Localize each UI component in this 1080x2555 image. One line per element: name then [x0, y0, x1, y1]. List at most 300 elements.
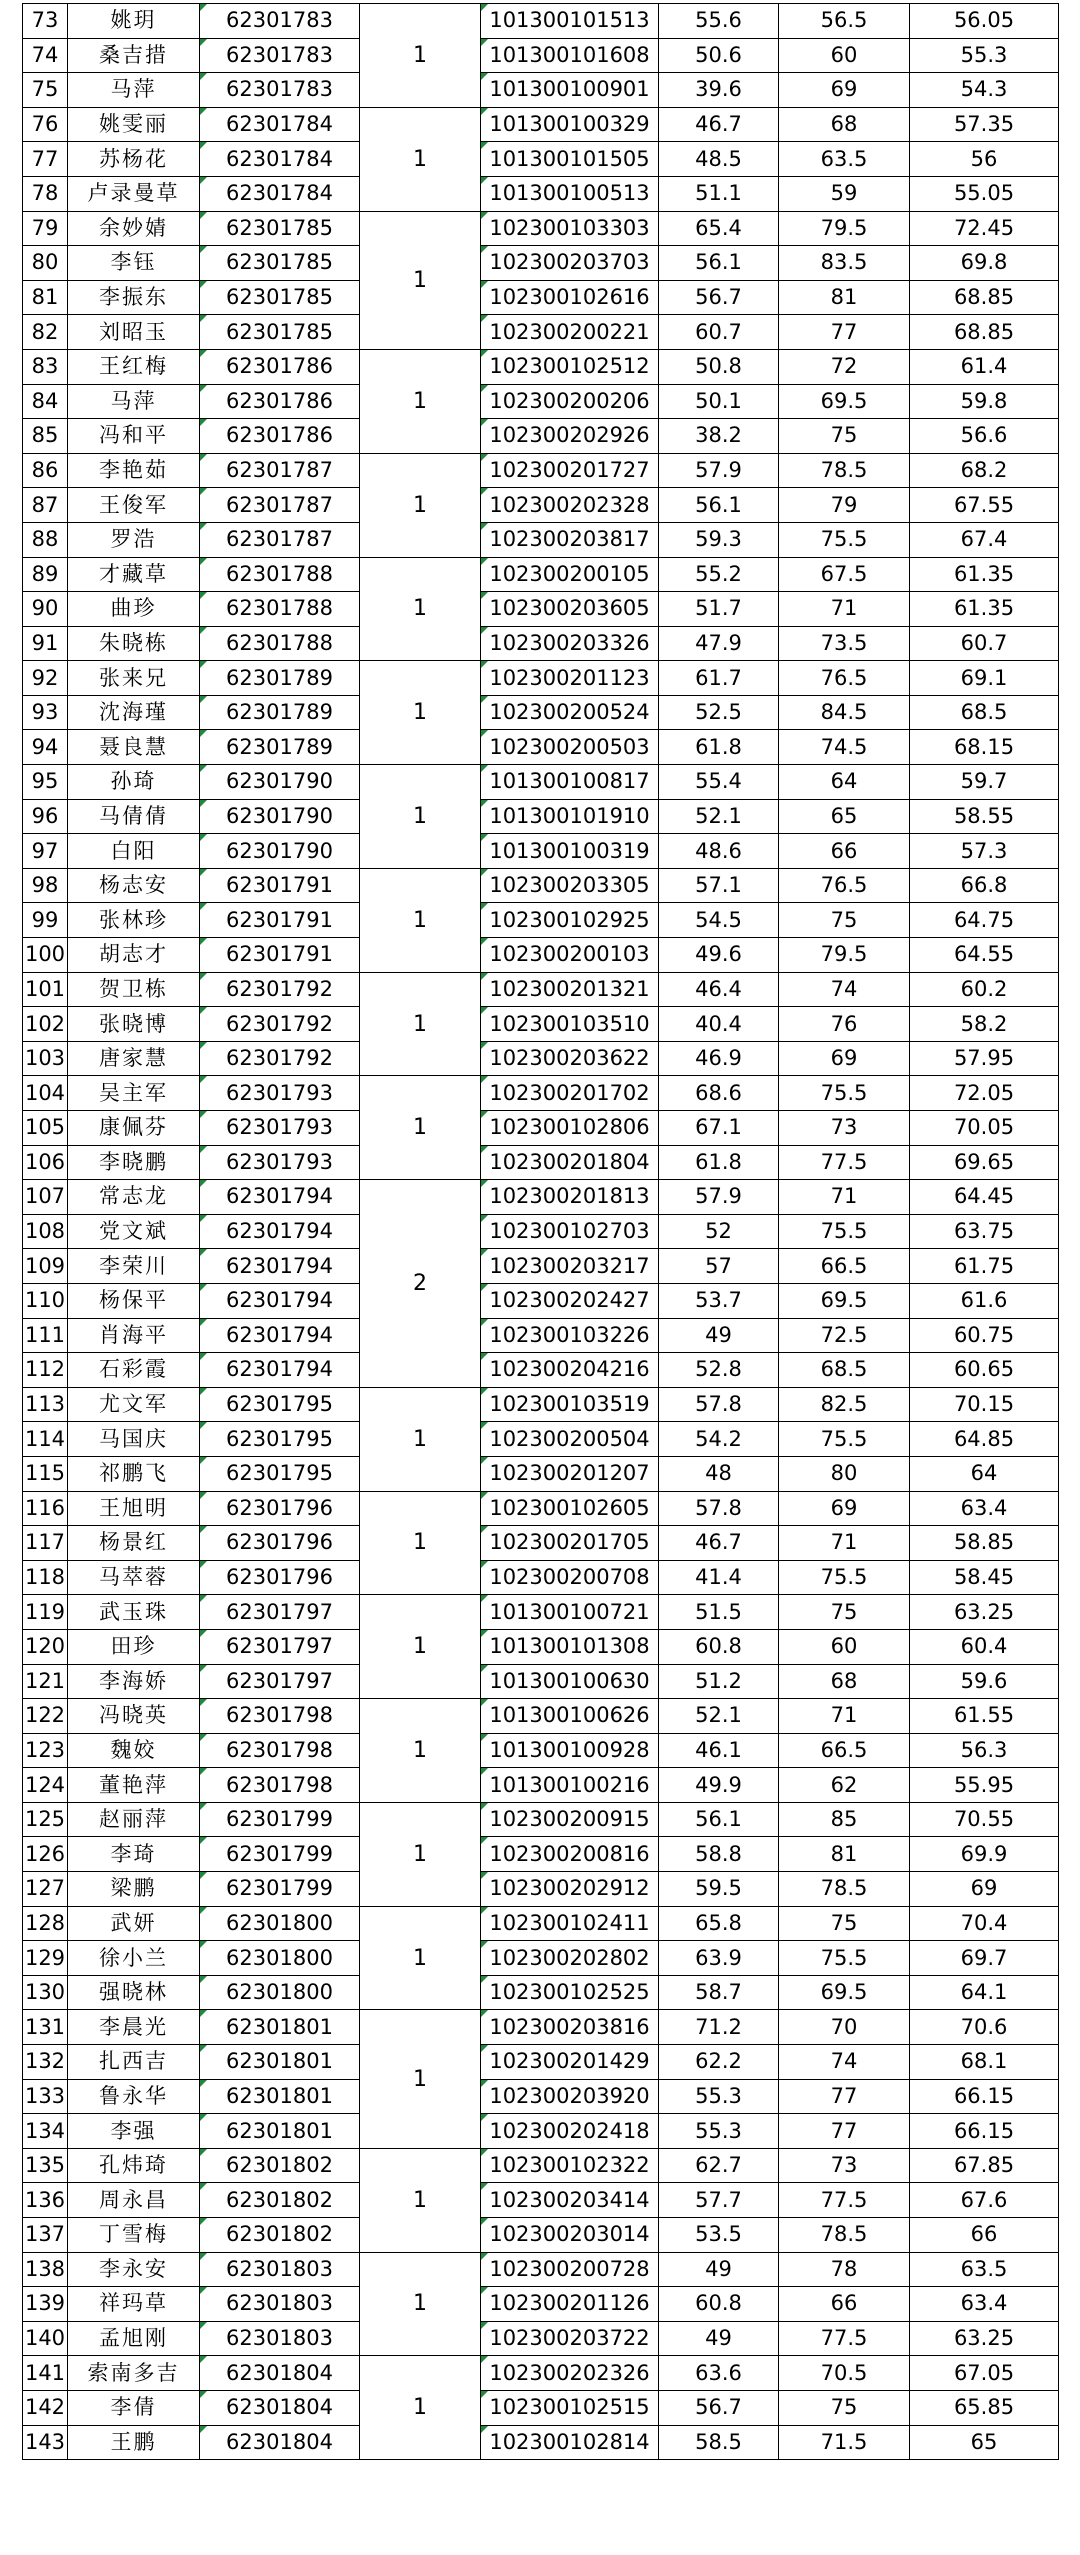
table-row	[23, 142, 1059, 177]
candidate-name-cell: 马国庆	[68, 1422, 200, 1457]
position-code-cell: 62301789	[200, 730, 360, 765]
table-row	[23, 315, 1059, 350]
row-number-cell: 87	[23, 488, 68, 523]
candidate-name-cell: 党文斌	[68, 1214, 200, 1249]
table-row	[23, 107, 1059, 142]
hiring-count-cell: 1	[360, 868, 481, 972]
interview-score-cell: 60	[779, 1629, 910, 1664]
interview-score-cell: 69.5	[779, 1975, 910, 2010]
written-score-cell: 41.4	[659, 1560, 779, 1595]
written-score-cell: 63.9	[659, 1941, 779, 1976]
row-number-cell: 98	[23, 868, 68, 903]
row-number-cell: 114	[23, 1422, 68, 1457]
total-score-cell: 55.05	[910, 176, 1059, 211]
interview-score-cell: 78.5	[779, 2218, 910, 2253]
candidate-name-cell: 马萃蓉	[68, 1560, 200, 1595]
exam-ticket-number-cell: 102300200524	[481, 695, 659, 730]
candidate-name-cell: 董艳萍	[68, 1768, 200, 1803]
total-score-cell: 70.4	[910, 1906, 1059, 1941]
exam-ticket-number-cell: 101300100901	[481, 73, 659, 108]
candidate-name-cell: 唐家慧	[68, 1041, 200, 1076]
interview-score-cell: 70	[779, 2010, 910, 2045]
exam-ticket-number-cell: 102300201727	[481, 453, 659, 488]
total-score-cell: 66.15	[910, 2114, 1059, 2149]
position-code-cell: 62301795	[200, 1422, 360, 1457]
table-row	[23, 765, 1059, 800]
exam-ticket-number-cell: 102300102806	[481, 1111, 659, 1146]
table-row	[23, 2252, 1059, 2287]
table-row	[23, 246, 1059, 281]
row-number-cell: 116	[23, 1491, 68, 1526]
position-code-cell: 62301784	[200, 142, 360, 177]
position-code-cell: 62301784	[200, 176, 360, 211]
written-score-cell: 40.4	[659, 1007, 779, 1042]
position-code-cell: 62301797	[200, 1629, 360, 1664]
total-score-cell: 70.55	[910, 1802, 1059, 1837]
row-number-cell: 110	[23, 1283, 68, 1318]
written-score-cell: 58.7	[659, 1975, 779, 2010]
table-row	[23, 1526, 1059, 1561]
exam-ticket-number-cell: 101300100630	[481, 1664, 659, 1699]
total-score-cell: 69	[910, 1872, 1059, 1907]
written-score-cell: 54.2	[659, 1422, 779, 1457]
position-code-cell: 62301803	[200, 2287, 360, 2322]
exam-ticket-number-cell: 102300203326	[481, 626, 659, 661]
position-code-cell: 62301794	[200, 1353, 360, 1388]
exam-ticket-number-cell: 102300200728	[481, 2252, 659, 2287]
table-row	[23, 2356, 1059, 2391]
exam-ticket-number-cell: 102300201804	[481, 1145, 659, 1180]
total-score-cell: 69.8	[910, 246, 1059, 281]
interview-score-cell: 60	[779, 38, 910, 73]
written-score-cell: 57.8	[659, 1387, 779, 1422]
written-score-cell: 50.6	[659, 38, 779, 73]
interview-score-cell: 71	[779, 1180, 910, 1215]
interview-score-cell: 79	[779, 488, 910, 523]
written-score-cell: 71.2	[659, 2010, 779, 2045]
exam-ticket-number-cell: 102300203920	[481, 2079, 659, 2114]
position-code-cell: 62301789	[200, 661, 360, 696]
written-score-cell: 48.6	[659, 834, 779, 869]
exam-ticket-number-cell: 102300200708	[481, 1560, 659, 1595]
position-code-cell: 62301794	[200, 1318, 360, 1353]
total-score-cell: 63.5	[910, 2252, 1059, 2287]
row-number-cell: 140	[23, 2321, 68, 2356]
row-number-cell: 79	[23, 211, 68, 246]
position-code-cell: 62301795	[200, 1456, 360, 1491]
table-row	[23, 1629, 1059, 1664]
table-row	[23, 1076, 1059, 1111]
total-score-cell: 67.55	[910, 488, 1059, 523]
table-row	[23, 868, 1059, 903]
position-code-cell: 62301802	[200, 2218, 360, 2253]
row-number-cell: 78	[23, 176, 68, 211]
total-score-cell: 58.55	[910, 799, 1059, 834]
interview-score-cell: 78.5	[779, 1872, 910, 1907]
candidate-name-cell: 李海娇	[68, 1664, 200, 1699]
row-number-cell: 104	[23, 1076, 68, 1111]
row-number-cell: 100	[23, 938, 68, 973]
candidate-name-cell: 梁鹏	[68, 1872, 200, 1907]
table-row	[23, 695, 1059, 730]
position-code-cell: 62301783	[200, 73, 360, 108]
total-score-cell: 68.15	[910, 730, 1059, 765]
total-score-cell: 68.1	[910, 2045, 1059, 2080]
position-code-cell: 62301794	[200, 1249, 360, 1284]
row-number-cell: 127	[23, 1872, 68, 1907]
position-code-cell: 62301791	[200, 868, 360, 903]
position-code-cell: 62301791	[200, 903, 360, 938]
candidate-name-cell: 吴主军	[68, 1076, 200, 1111]
row-number-cell: 135	[23, 2148, 68, 2183]
exam-ticket-number-cell: 102300203622	[481, 1041, 659, 1076]
row-number-cell: 125	[23, 1802, 68, 1837]
candidate-name-cell: 张晓博	[68, 1007, 200, 1042]
exam-ticket-number-cell: 101300100626	[481, 1699, 659, 1734]
total-score-cell: 69.7	[910, 1941, 1059, 1976]
written-score-cell: 52	[659, 1214, 779, 1249]
candidate-name-cell: 田珍	[68, 1629, 200, 1664]
position-code-cell: 62301800	[200, 1975, 360, 2010]
row-number-cell: 90	[23, 592, 68, 627]
candidate-name-cell: 桑吉措	[68, 38, 200, 73]
total-score-cell: 64.75	[910, 903, 1059, 938]
candidate-name-cell: 尤文军	[68, 1387, 200, 1422]
written-score-cell: 57.9	[659, 453, 779, 488]
total-score-cell: 61.55	[910, 1699, 1059, 1734]
candidate-name-cell: 姚玥	[68, 4, 200, 39]
table-row	[23, 1664, 1059, 1699]
position-code-cell: 62301784	[200, 107, 360, 142]
exam-ticket-number-cell: 102300202926	[481, 419, 659, 454]
candidate-name-cell: 曲珍	[68, 592, 200, 627]
row-number-cell: 137	[23, 2218, 68, 2253]
exam-ticket-number-cell: 102300201126	[481, 2287, 659, 2322]
candidate-name-cell: 杨志安	[68, 868, 200, 903]
row-number-cell: 112	[23, 1353, 68, 1388]
exam-ticket-number-cell: 102300201702	[481, 1076, 659, 1111]
position-code-cell: 62301785	[200, 280, 360, 315]
interview-score-cell: 84.5	[779, 695, 910, 730]
row-number-cell: 97	[23, 834, 68, 869]
candidate-name-cell: 苏杨花	[68, 142, 200, 177]
row-number-cell: 143	[23, 2425, 68, 2460]
exam-ticket-number-cell: 102300102512	[481, 349, 659, 384]
row-number-cell: 115	[23, 1456, 68, 1491]
row-number-cell: 128	[23, 1906, 68, 1941]
row-number-cell: 99	[23, 903, 68, 938]
table-row	[23, 488, 1059, 523]
position-code-cell: 62301798	[200, 1733, 360, 1768]
interview-score-cell: 68	[779, 107, 910, 142]
written-score-cell: 38.2	[659, 419, 779, 454]
interview-score-cell: 75.5	[779, 1422, 910, 1457]
written-score-cell: 56.1	[659, 246, 779, 281]
exam-ticket-number-cell: 102300203817	[481, 522, 659, 557]
table-row	[23, 1387, 1059, 1422]
position-code-cell: 62301792	[200, 972, 360, 1007]
candidate-name-cell: 王旭明	[68, 1491, 200, 1526]
written-score-cell: 55.2	[659, 557, 779, 592]
interview-score-cell: 80	[779, 1456, 910, 1491]
hiring-count-cell: 1	[360, 1491, 481, 1595]
position-code-cell: 62301790	[200, 834, 360, 869]
written-score-cell: 60.7	[659, 315, 779, 350]
total-score-cell: 72.45	[910, 211, 1059, 246]
candidate-name-cell: 李艳茹	[68, 453, 200, 488]
position-code-cell: 62301804	[200, 2356, 360, 2391]
row-number-cell: 81	[23, 280, 68, 315]
total-score-cell: 72.05	[910, 1076, 1059, 1111]
hiring-count-cell: 1	[360, 1802, 481, 1906]
written-score-cell: 62.7	[659, 2148, 779, 2183]
written-score-cell: 67.1	[659, 1111, 779, 1146]
total-score-cell: 66.15	[910, 2079, 1059, 2114]
total-score-cell: 64.45	[910, 1180, 1059, 1215]
table-row	[23, 1249, 1059, 1284]
total-score-cell: 56	[910, 142, 1059, 177]
candidate-name-cell: 徐小兰	[68, 1941, 200, 1976]
table-row	[23, 1560, 1059, 1595]
row-number-cell: 106	[23, 1145, 68, 1180]
written-score-cell: 55.3	[659, 2114, 779, 2149]
row-number-cell: 94	[23, 730, 68, 765]
position-code-cell: 62301788	[200, 626, 360, 661]
exam-ticket-number-cell: 102300102814	[481, 2425, 659, 2460]
table-row	[23, 2079, 1059, 2114]
candidate-name-cell: 武玉珠	[68, 1595, 200, 1630]
written-score-cell: 62.2	[659, 2045, 779, 2080]
written-score-cell: 49.9	[659, 1768, 779, 1803]
candidate-name-cell: 李荣川	[68, 1249, 200, 1284]
position-code-cell: 62301800	[200, 1941, 360, 1976]
written-score-cell: 56.7	[659, 280, 779, 315]
written-score-cell: 51.1	[659, 176, 779, 211]
written-score-cell: 58.5	[659, 2425, 779, 2460]
written-score-cell: 51.5	[659, 1595, 779, 1630]
interview-score-cell: 76.5	[779, 661, 910, 696]
table-row	[23, 799, 1059, 834]
written-score-cell: 55.4	[659, 765, 779, 800]
candidate-name-cell: 强晓林	[68, 1975, 200, 2010]
interview-score-cell: 71.5	[779, 2425, 910, 2460]
written-score-cell: 65.8	[659, 1906, 779, 1941]
table-row	[23, 1906, 1059, 1941]
position-code-cell: 62301787	[200, 488, 360, 523]
row-number-cell: 130	[23, 1975, 68, 2010]
interview-score-cell: 81	[779, 280, 910, 315]
table-row	[23, 557, 1059, 592]
hiring-count-cell: 1	[360, 661, 481, 765]
position-code-cell: 62301790	[200, 765, 360, 800]
row-number-cell: 102	[23, 1007, 68, 1042]
interview-score-cell: 75	[779, 903, 910, 938]
exam-ticket-number-cell: 102300103510	[481, 1007, 659, 1042]
position-code-cell: 62301796	[200, 1526, 360, 1561]
exam-ticket-number-cell: 102300203816	[481, 2010, 659, 2045]
interview-score-cell: 59	[779, 176, 910, 211]
written-score-cell: 52.5	[659, 695, 779, 730]
position-code-cell: 62301794	[200, 1180, 360, 1215]
interview-score-cell: 78	[779, 2252, 910, 2287]
written-score-cell: 53.5	[659, 2218, 779, 2253]
total-score-cell: 64.85	[910, 1422, 1059, 1457]
candidate-name-cell: 沈海瑾	[68, 695, 200, 730]
written-score-cell: 46.7	[659, 107, 779, 142]
exam-ticket-number-cell: 102300201123	[481, 661, 659, 696]
row-number-cell: 89	[23, 557, 68, 592]
table-row	[23, 1699, 1059, 1734]
score-table-body	[23, 4, 1059, 2460]
total-score-cell: 57.3	[910, 834, 1059, 869]
total-score-cell: 54.3	[910, 73, 1059, 108]
interview-score-cell: 67.5	[779, 557, 910, 592]
written-score-cell: 61.7	[659, 661, 779, 696]
candidate-name-cell: 孔炜琦	[68, 2148, 200, 2183]
exam-ticket-number-cell: 102300200915	[481, 1802, 659, 1837]
table-row	[23, 1145, 1059, 1180]
position-code-cell: 62301801	[200, 2079, 360, 2114]
exam-ticket-number-cell: 102300102703	[481, 1214, 659, 1249]
total-score-cell: 58.45	[910, 1560, 1059, 1595]
row-number-cell: 80	[23, 246, 68, 281]
written-score-cell: 56.1	[659, 488, 779, 523]
exam-ticket-number-cell: 102300102322	[481, 2148, 659, 2183]
exam-ticket-number-cell: 101300101308	[481, 1629, 659, 1664]
exam-ticket-number-cell: 101300101505	[481, 142, 659, 177]
row-number-cell: 121	[23, 1664, 68, 1699]
table-row	[23, 626, 1059, 661]
written-score-cell: 57.9	[659, 1180, 779, 1215]
table-row	[23, 453, 1059, 488]
table-row	[23, 1422, 1059, 1457]
written-score-cell: 52.8	[659, 1353, 779, 1388]
table-row	[23, 211, 1059, 246]
exam-ticket-number-cell: 102300203703	[481, 246, 659, 281]
hiring-count-cell: 1	[360, 1699, 481, 1803]
table-row	[23, 1353, 1059, 1388]
interview-score-cell: 62	[779, 1768, 910, 1803]
table-row	[23, 1111, 1059, 1146]
interview-score-cell: 70.5	[779, 2356, 910, 2391]
hiring-count-cell: 1	[360, 972, 481, 1076]
exam-ticket-number-cell: 102300200206	[481, 384, 659, 419]
interview-score-cell: 77.5	[779, 2183, 910, 2218]
exam-ticket-number-cell: 102300202427	[481, 1283, 659, 1318]
table-row	[23, 2425, 1059, 2460]
candidate-name-cell: 杨景红	[68, 1526, 200, 1561]
exam-ticket-number-cell: 102300202912	[481, 1872, 659, 1907]
total-score-cell: 55.3	[910, 38, 1059, 73]
exam-ticket-number-cell: 102300202802	[481, 1941, 659, 1976]
hiring-count-cell: 1	[360, 211, 481, 349]
candidate-name-cell: 马萍	[68, 384, 200, 419]
candidate-name-cell: 胡志才	[68, 938, 200, 973]
table-row	[23, 1041, 1059, 1076]
written-score-cell: 48.5	[659, 142, 779, 177]
position-code-cell: 62301793	[200, 1076, 360, 1111]
total-score-cell: 57.95	[910, 1041, 1059, 1076]
written-score-cell: 47.9	[659, 626, 779, 661]
table-row	[23, 834, 1059, 869]
row-number-cell: 74	[23, 38, 68, 73]
position-code-cell: 62301802	[200, 2183, 360, 2218]
interview-score-cell: 71	[779, 1526, 910, 1561]
candidate-name-cell: 冯和平	[68, 419, 200, 454]
written-score-cell: 50.1	[659, 384, 779, 419]
interview-score-cell: 77.5	[779, 1145, 910, 1180]
exam-ticket-number-cell: 102300102925	[481, 903, 659, 938]
row-number-cell: 131	[23, 2010, 68, 2045]
row-number-cell: 136	[23, 2183, 68, 2218]
candidate-name-cell: 罗浩	[68, 522, 200, 557]
total-score-cell: 64	[910, 1456, 1059, 1491]
position-code-cell: 62301787	[200, 453, 360, 488]
row-number-cell: 93	[23, 695, 68, 730]
position-code-cell: 62301787	[200, 522, 360, 557]
interview-score-cell: 74	[779, 2045, 910, 2080]
exam-ticket-number-cell: 101300100513	[481, 176, 659, 211]
written-score-cell: 60.8	[659, 1629, 779, 1664]
total-score-cell: 60.65	[910, 1353, 1059, 1388]
written-score-cell: 57.7	[659, 2183, 779, 2218]
total-score-cell: 55.95	[910, 1768, 1059, 1803]
exam-ticket-number-cell: 102300200503	[481, 730, 659, 765]
total-score-cell: 69.9	[910, 1837, 1059, 1872]
exam-ticket-number-cell: 102300203014	[481, 2218, 659, 2253]
table-row	[23, 176, 1059, 211]
position-code-cell: 62301804	[200, 2390, 360, 2425]
written-score-cell: 46.1	[659, 1733, 779, 1768]
total-score-cell: 61.4	[910, 349, 1059, 384]
total-score-cell: 65.85	[910, 2390, 1059, 2425]
total-score-cell: 70.15	[910, 1387, 1059, 1422]
table-row	[23, 2218, 1059, 2253]
written-score-cell: 63.6	[659, 2356, 779, 2391]
candidate-name-cell: 姚雯丽	[68, 107, 200, 142]
candidate-name-cell: 李强	[68, 2114, 200, 2149]
candidate-name-cell: 扎西吉	[68, 2045, 200, 2080]
interview-score-cell: 69	[779, 1041, 910, 1076]
candidate-name-cell: 王鹏	[68, 2425, 200, 2460]
written-score-cell: 49	[659, 2321, 779, 2356]
interview-score-cell: 69	[779, 73, 910, 108]
row-number-cell: 113	[23, 1387, 68, 1422]
table-row	[23, 73, 1059, 108]
interview-score-cell: 73	[779, 2148, 910, 2183]
interview-score-cell: 66	[779, 834, 910, 869]
exam-ticket-number-cell: 102300202418	[481, 2114, 659, 2149]
written-score-cell: 56.1	[659, 1802, 779, 1837]
candidate-name-cell: 周永昌	[68, 2183, 200, 2218]
table-row	[23, 1318, 1059, 1353]
candidate-name-cell: 卢录曼草	[68, 176, 200, 211]
row-number-cell: 142	[23, 2390, 68, 2425]
exam-ticket-number-cell: 102300102515	[481, 2390, 659, 2425]
exam-ticket-number-cell: 102300102616	[481, 280, 659, 315]
exam-ticket-number-cell: 102300204216	[481, 1353, 659, 1388]
row-number-cell: 88	[23, 522, 68, 557]
interview-score-cell: 74	[779, 972, 910, 1007]
interview-score-cell: 75.5	[779, 1560, 910, 1595]
exam-ticket-number-cell: 101300101910	[481, 799, 659, 834]
interview-score-cell: 73.5	[779, 626, 910, 661]
position-code-cell: 62301801	[200, 2045, 360, 2080]
candidate-name-cell: 祁鹏飞	[68, 1456, 200, 1491]
candidate-name-cell: 石彩霞	[68, 1353, 200, 1388]
table-row	[23, 2390, 1059, 2425]
position-code-cell: 62301791	[200, 938, 360, 973]
